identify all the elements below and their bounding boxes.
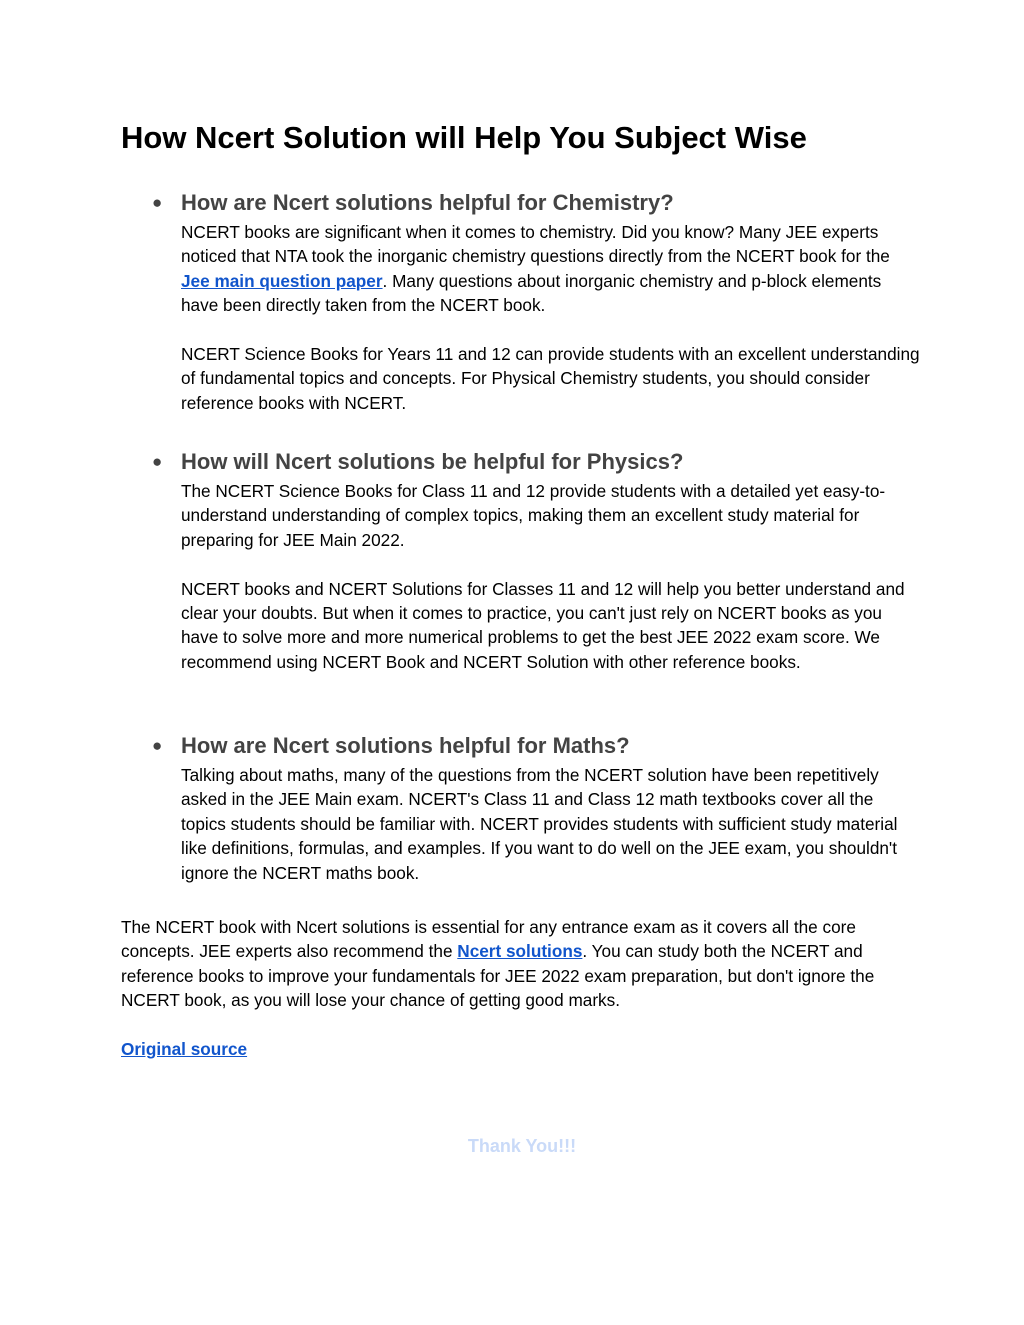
bullet-icon: ●	[152, 736, 163, 755]
original-source-link[interactable]: Original source	[121, 1039, 248, 1059]
chemistry-paragraph-1	[181, 220, 921, 318]
closing-paragraph	[121, 915, 921, 1013]
page-title: How Ncert Solution will Help You Subject Wise	[121, 120, 807, 155]
ncert-solutions-link[interactable]: Ncert solutions	[457, 941, 583, 962]
section-maths	[121, 729, 921, 885]
original-source-paragraph	[121, 1037, 247, 1061]
chemistry-paragraph-2: NCERT Science Books for Years 11 and 12 can provide students with an excellent understanding of fundamental topics and concepts. For Physical Chemistry students, you should consider reference books with NCERT.	[181, 344, 920, 413]
section-heading-chemistry: How are Ncert solutions helpful for Chemistry?	[181, 190, 674, 215]
section-chemistry	[121, 186, 921, 415]
physics-paragraph-2: NCERT books and NCERT Solutions for Classes 11 and 12 will help you better understand and clear your doubts. But when it comes to practice, you can't just rely on NCERT books as you have to solve more and more numerical problems to get the best JEE 2022 exam score. We recommend using NCERT Book and NCERT Solution with other reference books.	[181, 578, 905, 672]
closing-text-after: . You can study both the NCERT and reference books to improve your fundamentals for JEE 2022 exam preparation, but don't ignore the NCERT book, as you will lose your chance of getting good marks.	[121, 941, 875, 1011]
bullet-icon: ●	[152, 452, 163, 471]
physics-paragraph-1: The NCERT Science Books for Class 11 and 12 provide students with a detailed yet easy-to-understand understanding of complex topics, making them an excellent study material for preparing for JEE Main 2022.	[181, 481, 886, 550]
bullet-icon: ●	[152, 193, 163, 212]
section-heading-maths: How are Ncert solutions helpful for Maths?	[181, 733, 630, 758]
chemistry-paragraph-1-text-after: . Many questions about inorganic chemistry and p-block elements have been directly taken from the NCERT book.	[181, 270, 882, 316]
maths-paragraph-1: Talking about maths, many of the questions from the NCERT solution have been repetitively asked in the JEE Main exam. NCERT's Class 11 and Class 12 math textbooks cover all the topics students should be familiar with. NCERT provides students with sufficient study material like definitions, formulas, and examples. If you want to do well on the JEE exam, you shouldn't ignore the NCERT maths book.	[181, 765, 898, 883]
jee-main-question-paper-link[interactable]: Jee main question paper	[181, 270, 383, 291]
chemistry-paragraph-1-text-before: NCERT books are significant when it comes to chemistry. Did you know? Many JEE experts noticed that NTA took the inorganic chemistry questions directly from the NCERT book for the	[181, 222, 890, 267]
section-physics	[121, 445, 921, 674]
section-heading-physics: How will Ncert solutions be helpful for Physics?	[181, 449, 684, 474]
closing-text-before: The NCERT book with Ncert solutions is essential for any entrance exam as it covers all the core concepts. JEE experts also recommend the	[121, 917, 856, 962]
thank-you-text: Thank You!!!	[467, 1136, 577, 1156]
